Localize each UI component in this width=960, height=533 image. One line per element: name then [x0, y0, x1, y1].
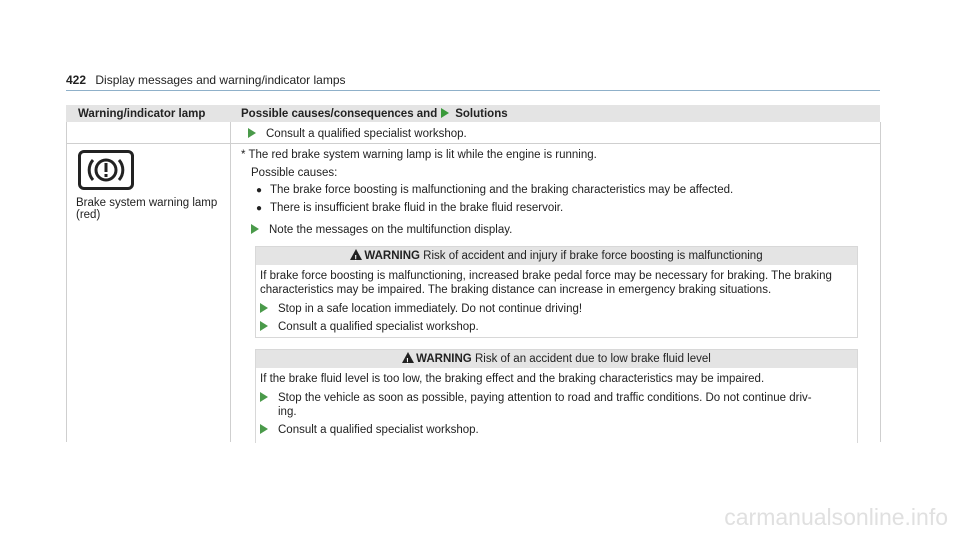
page-header — [66, 73, 346, 87]
warning-title: Risk of accident and injury if brake force boosting is malfunctioning — [423, 250, 763, 262]
intro-text: * The red brake system warning lamp is lit while the engine is running. — [241, 149, 597, 161]
warning-label: WARNING — [416, 353, 472, 365]
column-divider — [230, 122, 231, 442]
warning-action-1 — [260, 303, 582, 315]
bullet: ● — [256, 203, 263, 214]
possible-causes-label: Possible causes: — [251, 167, 338, 179]
warning-body-line1: If brake force boosting is malfunctioning, increased brake pedal force may be necessary for braking. The braking — [260, 270, 832, 282]
warning-triangle-icon — [350, 249, 362, 260]
warning-title: Risk of an accident due to low brake fluid level — [474, 353, 711, 365]
action-arrow-icon — [260, 303, 268, 313]
table-right-border — [880, 122, 881, 442]
warning-action-1 — [260, 392, 812, 404]
col2-header-solutions: Solutions — [455, 108, 508, 120]
warning-triangle-icon — [402, 352, 414, 363]
action-arrow-icon — [248, 128, 256, 138]
watermark: carmanualsonline.info — [724, 504, 948, 530]
warning-body-line1: If the brake fluid level is too low, the braking effect and the braking characteristics may be impaired. — [260, 373, 765, 385]
warning-box-1 — [255, 246, 858, 338]
warning-action-1-cont: ing. — [278, 406, 297, 418]
warning-action-text: Stop the vehicle as soon as possible, paying attention to road and traffic conditions. Do not continue driv- — [278, 392, 812, 404]
action-arrow-icon — [260, 392, 268, 402]
warning-header — [256, 350, 857, 368]
lamp-name — [76, 197, 226, 221]
lamp-name-line2: (red) — [76, 209, 101, 221]
brake-warning-icon — [78, 150, 134, 190]
warning-body-line2: characteristics may be impaired. The braking distance can increase in emergency braking situations. — [260, 284, 772, 296]
action-arrow-icon — [260, 424, 268, 434]
cause-1: The brake force boosting is malfunctioning and the braking characteristics may be affected. — [270, 184, 734, 196]
action-arrow-icon — [260, 321, 268, 331]
table-header — [66, 105, 880, 122]
row1-action-text: Consult a qualified specialist workshop. — [266, 128, 467, 140]
warning-action-text: Consult a qualified specialist workshop. — [278, 424, 479, 436]
page-number: 422 — [66, 73, 87, 87]
warning-action-2 — [260, 321, 479, 333]
page-title: Display messages and warning/indicator lamps — [95, 73, 346, 87]
note-action-text: Note the messages on the multifunction display. — [269, 224, 513, 236]
arrow-icon — [441, 108, 449, 118]
col2-header — [241, 108, 508, 120]
warning-header — [256, 247, 857, 265]
warning-action-text: Stop in a safe location immediately. Do not continue driving! — [278, 303, 583, 315]
warning-action-text: Consult a qualified specialist workshop. — [278, 321, 479, 333]
bullet: ● — [256, 185, 263, 196]
row1-action — [248, 128, 467, 140]
table-left-border — [66, 122, 67, 442]
note-action — [251, 224, 512, 236]
warning-action-2 — [260, 424, 479, 436]
header-rule — [66, 90, 880, 91]
warning-box-2 — [255, 349, 858, 443]
action-arrow-icon — [251, 224, 259, 234]
col1-header: Warning/indicator lamp — [78, 108, 206, 120]
cause-2: There is insufficient brake fluid in the brake fluid reservoir. — [270, 202, 564, 214]
row-divider — [66, 143, 880, 144]
lamp-name-line1: Brake system warning lamp — [76, 197, 218, 209]
warning-label: WARNING — [364, 250, 420, 262]
col2-header-text: Possible causes/consequences and — [241, 108, 438, 120]
